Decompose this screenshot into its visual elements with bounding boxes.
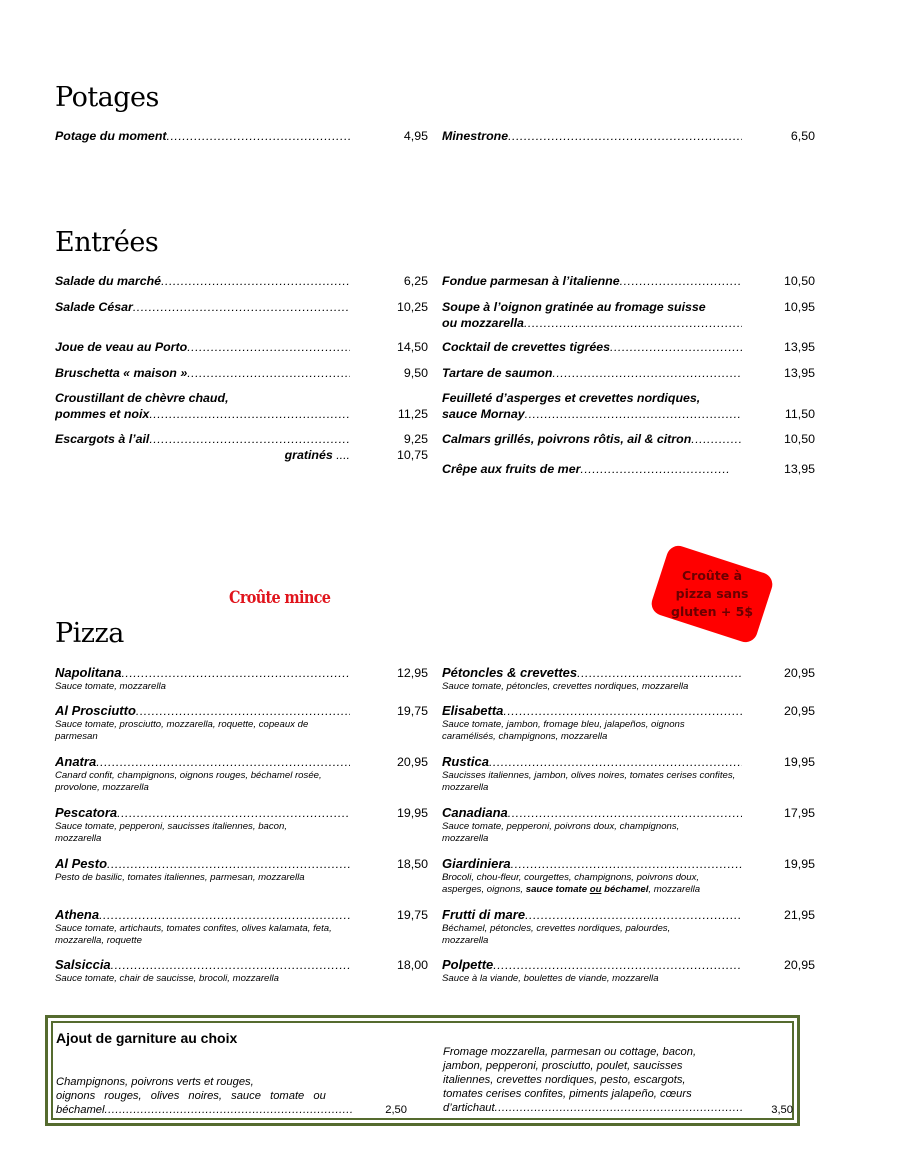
item-price: 10,95	[783, 300, 815, 314]
leader-dots	[133, 299, 350, 315]
toppings-right-list	[443, 1045, 743, 1115]
menu-item	[55, 339, 428, 355]
pizza-item	[55, 856, 428, 884]
leader-dots	[610, 339, 742, 355]
item-name: Al Prosciutto	[55, 703, 136, 718]
item-price: 10,50	[783, 274, 815, 288]
menu-item	[442, 365, 815, 381]
item-price: 19,95	[396, 806, 428, 820]
menu-item	[442, 339, 815, 355]
section-title-pizza: Pizza	[55, 618, 124, 649]
item-price: 21,95	[783, 908, 815, 922]
item-price: 9,25	[403, 432, 428, 446]
toppings-left-list	[56, 1075, 353, 1117]
item-price: 9,50	[403, 366, 428, 380]
toppings-line: jambon, pepperoni, prosciutto, poulet, saucisses	[443, 1060, 683, 1072]
pizza-item	[442, 665, 815, 693]
leader-dots	[187, 339, 350, 355]
pizza-item	[55, 703, 428, 743]
badge-line: Croûte à	[681, 568, 743, 583]
pizza-item	[55, 754, 428, 794]
item-price: 19,75	[396, 908, 428, 922]
item-price: 13,95	[783, 366, 815, 380]
desc-text: , mozzarella	[648, 884, 701, 895]
leader-dots	[691, 431, 742, 447]
menu-item	[442, 461, 815, 477]
item-name: Pescatora	[55, 805, 118, 820]
toppings-line: tomates cerises confites, piments jalapeño, cœurs	[443, 1088, 692, 1100]
item-name-line2: sauce Mornay	[442, 407, 525, 421]
item-price: 18,00	[396, 958, 428, 972]
toppings-line: béchamel	[56, 1104, 105, 1116]
item-price: 20,95	[783, 704, 815, 718]
item-name: Anatra	[55, 754, 97, 769]
item-name: Polpette	[442, 957, 494, 972]
item-name: Rustica	[442, 754, 489, 769]
menu-item	[442, 273, 815, 289]
item-price: 10,25	[396, 300, 428, 314]
item-price: 6,50	[790, 129, 815, 143]
leader-dots	[524, 315, 742, 331]
item-name: Calmars grillés, poivrons rôtis, ail & citron	[442, 432, 692, 446]
item-price: 19,95	[783, 857, 815, 871]
item-price: 11,25	[397, 407, 428, 421]
menu-item	[442, 390, 815, 422]
item-price: 20,95	[783, 666, 815, 680]
item-description: Pesto de basilic, tomates italiennes, parmesan, mozzarella	[55, 872, 305, 883]
item-name: Giardiniera	[442, 856, 511, 871]
leader-dots	[161, 273, 350, 289]
leader-dots	[580, 461, 730, 477]
section-title-entrees: Entrées	[55, 227, 159, 258]
menu-item	[442, 128, 815, 144]
pizza-item	[55, 805, 428, 845]
pizza-item	[55, 665, 428, 693]
item-name: Athena	[55, 907, 100, 922]
menu-item	[55, 128, 428, 144]
item-description: Sauce tomate, pétoncles, crevettes nordiques, mozzarella	[442, 681, 689, 692]
pizza-item	[55, 957, 428, 985]
badge-line: pizza sans	[675, 586, 749, 601]
leader-dots	[117, 805, 350, 821]
item-price: 11,50	[784, 407, 815, 421]
item-name: Tartare de saumon	[442, 366, 553, 380]
leader-dots	[187, 365, 350, 381]
item-name: Crêpe aux fruits de mer	[442, 462, 581, 476]
item-name: Potage du moment	[55, 129, 167, 143]
item-description: Sauce tomate, mozzarella	[55, 681, 166, 692]
gluten-free-badge	[649, 543, 776, 645]
item-description: Sauce à la viande, boulettes de viande, mozzarella	[442, 973, 659, 984]
item-name: Minestrone	[442, 129, 509, 143]
item-name: Escargots à l’ail	[55, 432, 150, 446]
item-description: Canard confit, champignons, oignons rouges, béchamel rosée, provolone, mozzarella	[55, 770, 322, 793]
item-price: 20,95	[783, 958, 815, 972]
item-price: 12,95	[396, 666, 428, 680]
item-price: 13,95	[783, 340, 815, 354]
pizza-item	[442, 754, 815, 794]
item-price: 17,95	[783, 806, 815, 820]
item-description: Sauce tomate, artichauts, tomates confites, olives kalamata, feta, mozzarella, roquette	[55, 923, 332, 946]
menu-item	[55, 431, 428, 463]
leader-dots	[489, 754, 742, 770]
toppings-line: Fromage mozzarella, parmesan ou cottage, bacon,	[443, 1046, 697, 1058]
item-price: 14,50	[396, 340, 428, 354]
toppings-line: Champignons, poivrons verts et rouges,	[56, 1076, 254, 1088]
menu-item	[442, 431, 815, 447]
leader-dots	[525, 907, 742, 923]
item-price: 19,75	[396, 704, 428, 718]
leader-dots	[525, 406, 742, 422]
menu-item	[55, 299, 428, 315]
item-name: Frutti di mare	[442, 907, 526, 922]
leader-dots	[503, 703, 742, 719]
pizza-item	[442, 957, 815, 985]
leader-dots	[107, 856, 350, 872]
item-name: Bruschetta « maison »	[55, 366, 188, 380]
leader-dots	[508, 128, 742, 144]
toppings-line: oignons rouges, olives noires, sauce tomate ou	[56, 1090, 326, 1102]
item-name: Canadiana	[442, 805, 508, 820]
leader-dots	[96, 754, 350, 770]
toppings-line: d’artichaut	[443, 1102, 495, 1114]
leader-dots	[493, 957, 742, 973]
item-name: Joue de veau au Porto	[55, 340, 188, 354]
item-variant: gratinés	[284, 448, 333, 462]
item-price: 6,25	[403, 274, 428, 288]
thin-crust-label: Croûte mince	[229, 588, 331, 608]
leader-dots	[620, 273, 742, 289]
leader-dots	[167, 128, 350, 144]
item-name-line2: ou mozzarella	[442, 316, 524, 330]
leader-dots	[136, 703, 350, 719]
desc-text: Brocoli, chou-fleur, courgettes, champignons, poivrons doux, asperges, oignons,	[442, 872, 700, 895]
menu-item	[442, 299, 815, 331]
pizza-item	[442, 907, 815, 947]
item-name: Napolitana	[55, 665, 122, 680]
leader-dots	[105, 1103, 353, 1117]
item-name: Pétoncles & crevettes	[442, 665, 578, 680]
desc-bold: béchamel	[601, 884, 649, 895]
pizza-item	[55, 907, 428, 947]
item-name-line1: Soupe à l’oignon gratinée au fromage suisse	[442, 300, 706, 314]
item-name: Fondue parmesan à l’italienne	[442, 274, 620, 288]
item-name: Salsiccia	[55, 957, 111, 972]
item-price: 18,50	[396, 857, 428, 871]
desc-underline: ou	[589, 884, 602, 895]
item-description: Béchamel, pétoncles, crevettes nordiques, palourdes, mozzarella	[442, 923, 671, 946]
item-price: 19,95	[783, 755, 815, 769]
item-price: 4,95	[403, 129, 428, 143]
menu-item	[55, 365, 428, 381]
item-name: Elisabetta	[442, 703, 504, 718]
item-description: Sauce tomate, chair de saucisse, brocoli, mozzarella	[55, 973, 279, 984]
leader-dots	[111, 957, 350, 973]
leader-dots	[149, 431, 350, 447]
toppings-line: italiennes, crevettes nordiques, pesto, escargots,	[443, 1074, 686, 1086]
item-description: Saucisses italiennes, jambon, olives noires, tomates cerises confites, mozzarella	[442, 770, 736, 793]
badge-line: gluten + 5$	[670, 604, 754, 619]
leader-dots	[121, 665, 350, 681]
item-name: Salade du marché	[55, 274, 162, 288]
item-name: Cocktail de crevettes tigrées	[442, 340, 611, 354]
item-description: Sauce tomate, pepperoni, saucisses italiennes, bacon, mozzarella	[55, 821, 287, 844]
leader-dots	[495, 1101, 743, 1115]
section-title-potages: Potages	[55, 82, 159, 113]
menu-item	[55, 390, 428, 422]
toppings-box	[45, 1015, 800, 1126]
item-price: 10,50	[783, 432, 815, 446]
item-description: Sauce tomate, jambon, fromage bleu, jalapeños, oignons caramélisés, champignons, mozzarella	[442, 719, 685, 742]
item-variant-price: 10,75	[396, 448, 428, 462]
toppings-left-price: 2,50	[385, 1104, 407, 1116]
item-description	[442, 872, 742, 896]
desc-bold: sauce tomate	[525, 884, 590, 895]
item-name: Al Pesto	[55, 856, 108, 871]
toppings-title: Ajout de garniture au choix	[56, 1030, 238, 1046]
leader-dots	[577, 665, 742, 681]
toppings-right-price: 3,50	[771, 1104, 793, 1116]
item-description: Sauce tomate, pepperoni, poivrons doux, champignons, mozzarella	[442, 821, 680, 844]
pizza-item	[442, 856, 815, 896]
item-name: Salade César	[55, 300, 133, 314]
leader-dots: ....	[332, 448, 350, 462]
item-description: Sauce tomate, prosciutto, mozzarella, roquette, copeaux de parmesan	[55, 719, 309, 742]
leader-dots	[552, 365, 742, 381]
menu-item	[55, 273, 428, 289]
leader-dots	[149, 406, 350, 422]
pizza-item	[442, 805, 815, 845]
item-name-line2: pommes et noix	[55, 407, 150, 421]
item-price: 13,95	[783, 462, 815, 476]
leader-dots	[99, 907, 350, 923]
leader-dots	[511, 856, 742, 872]
item-name-line1: Croustillant de chèvre chaud,	[55, 391, 229, 405]
pizza-item	[442, 703, 815, 743]
item-price: 20,95	[396, 755, 428, 769]
leader-dots	[508, 805, 742, 821]
item-name-line1: Feuilleté d’asperges et crevettes nordiques,	[442, 391, 701, 405]
